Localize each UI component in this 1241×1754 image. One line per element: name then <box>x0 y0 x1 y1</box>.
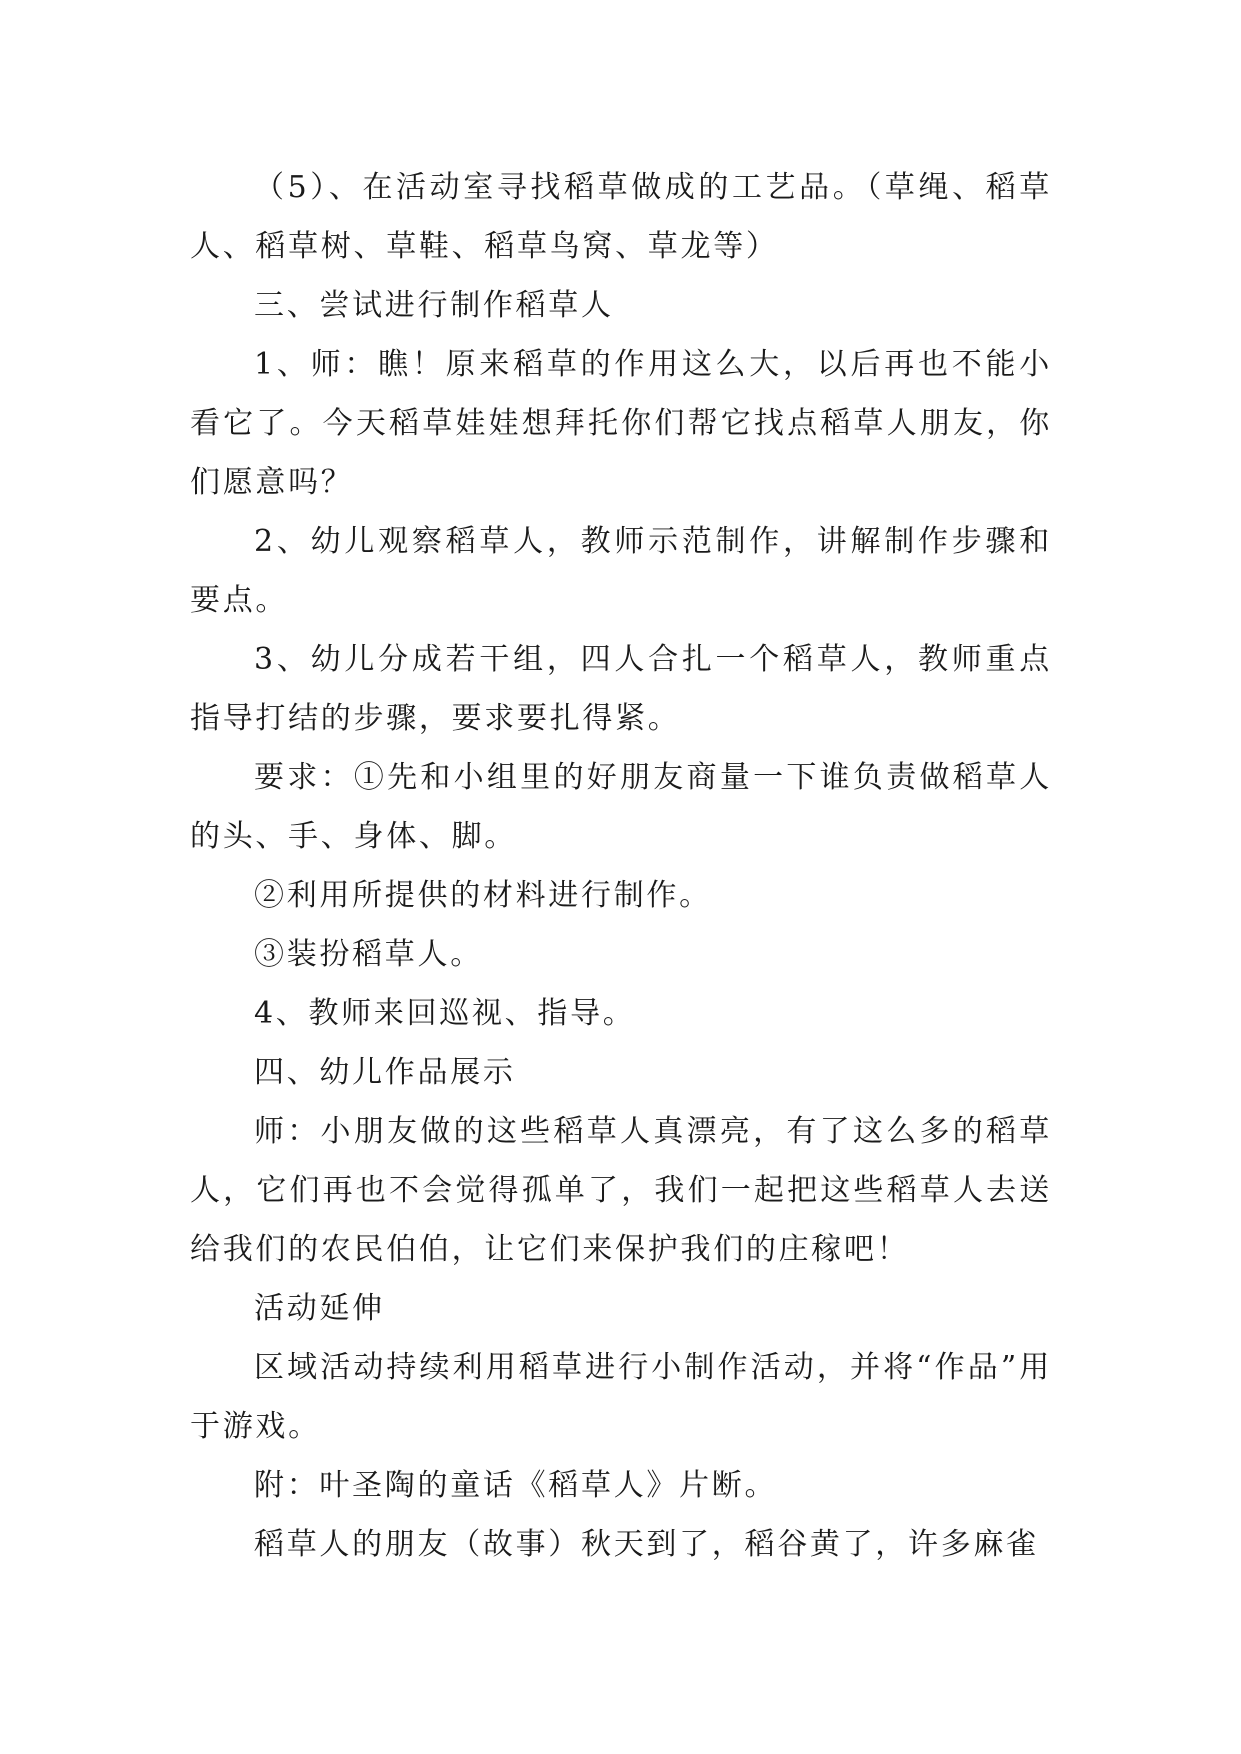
document-body <box>190 158 1052 1574</box>
paragraph-crafts-search: （5）、在活动室寻找稻草做成的工艺品。（草绳、稻草人、稻草树、草鞋、稻草鸟窝、草龙等） <box>190 170 1052 264</box>
section-heading-extension: 活动延伸 <box>254 1291 385 1326</box>
paragraph-story-start: 稻草人的朋友（故事）秋天到了，稻谷黄了，许多麻雀 <box>254 1527 1039 1562</box>
paragraph-requirement-2: ②利用所提供的材料进行制作。 <box>254 878 712 913</box>
paragraph-extension: 区域活动持续利用稻草进行小制作活动，并将“作品”用于游戏。 <box>190 1350 1052 1444</box>
section-heading-making: 三、尝试进行制作稻草人 <box>254 288 614 323</box>
paragraph-teacher-remark: 师：小朋友做的这些稻草人真漂亮，有了这么多的稻草人，它们再也不会觉得孤单了，我们一起把这些稻草人去送给我们的农民伯伯，让它们来保护我们的庄稼吧！ <box>190 1114 1052 1267</box>
paragraph-requirement-1: 要求：①先和小组里的好朋友商量一下谁负责做稻草人的头、手、身体、脚。 <box>190 760 1052 854</box>
paragraph-appendix: 附：叶圣陶的童话《稻草人》片断。 <box>254 1468 778 1503</box>
paragraph-requirement-3: ③装扮稻草人。 <box>254 937 483 972</box>
paragraph-step-2: 2、幼儿观察稻草人，教师示范制作，讲解制作步骤和要点。 <box>190 524 1052 618</box>
paragraph-step-4: 4、教师来回巡视、指导。 <box>254 996 636 1031</box>
section-heading-showcase: 四、幼儿作品展示 <box>254 1055 516 1090</box>
paragraph-step-3: 3、幼儿分成若干组，四人合扎一个稻草人，教师重点指导打结的步骤，要求要扎得紧。 <box>190 642 1052 736</box>
paragraph-step-1: 1、师：瞧！原来稻草的作用这么大，以后再也不能小看它了。今天稻草娃娃想拜托你们帮它找点稻草人朋友，你们愿意吗？ <box>190 347 1052 500</box>
